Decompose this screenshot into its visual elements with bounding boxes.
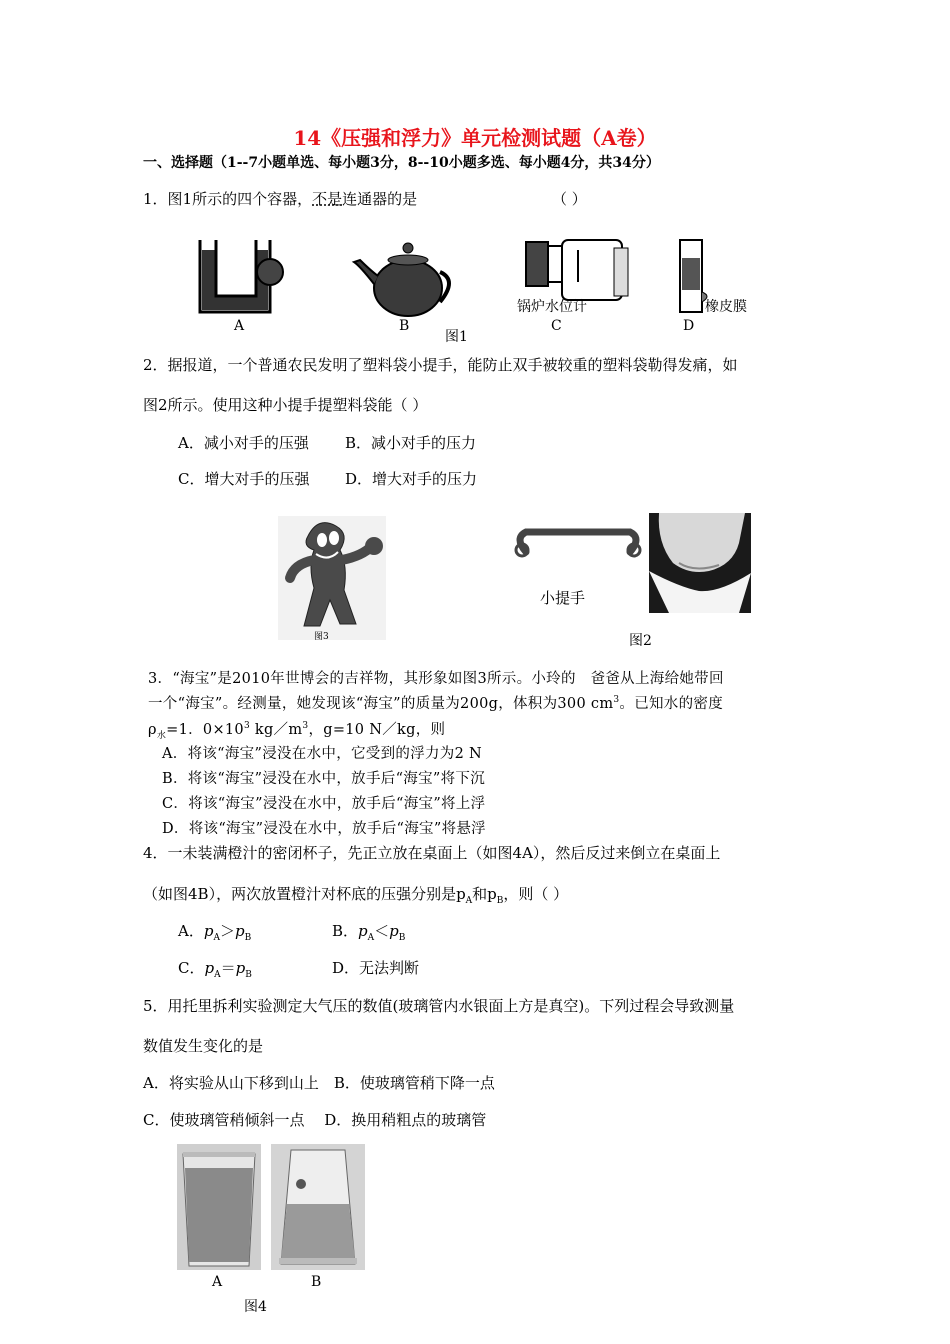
- q1-bracket: （ ）: [552, 190, 587, 208]
- q5-line1: 5．用托里拆利实验测定大气压的数值(玻璃管内水银面上方是真空)。下列过程会导致测量: [143, 997, 735, 1015]
- fig3-caption: 图3: [314, 632, 329, 642]
- q4-line2-c: ，则（ ）: [503, 885, 569, 903]
- q2-option-b: B．减小对手的压力: [345, 434, 477, 452]
- figure-4a-cup-upright: [177, 1144, 261, 1270]
- q4-a-rel: ＞: [219, 922, 235, 940]
- fig2-caption: 图2: [629, 633, 652, 649]
- fig1-label-c: C: [551, 318, 562, 334]
- q5-options-ab: A．将实验从山下移到山上 B．使玻璃管稍下降一点: [143, 1074, 495, 1092]
- q2-option-c: C．增大对手的压强: [178, 470, 310, 488]
- q3-option-d: D．将该“海宝”浸没在水中，放手后“海宝”将悬浮: [162, 821, 486, 837]
- q4-line2-a: （如图4B），两次放置橙汁对杯底的压强分别是p: [143, 885, 466, 903]
- q3-line2-end: 。已知水的密度: [619, 696, 724, 712]
- q4-a-sub2: B: [244, 933, 252, 943]
- q4-b-p1: p: [358, 922, 368, 940]
- q1-text-c: 连通器的是: [342, 190, 418, 208]
- q4-c-sub1: A: [214, 970, 221, 980]
- q4-option-d: D．无法判断: [332, 959, 420, 977]
- q3-line2: [148, 692, 723, 713]
- q2-line1: 2．据报道，一个普通农民发明了塑料袋小提手，能防止双手被较重的塑料袋勒得发痛，如: [143, 356, 738, 374]
- q4-b-sub2: B: [398, 933, 406, 943]
- q1-text-a: 1．图1所示的四个容器，: [143, 190, 313, 208]
- q3-option-b: B．将该“海宝”浸没在水中，放手后“海宝”将下沉: [162, 771, 486, 787]
- fig1-label-d: D: [683, 318, 695, 334]
- q3-rho-sub: 水: [156, 730, 167, 741]
- q4-a-sub1: A: [213, 933, 220, 943]
- q4-c-rel: ＝: [220, 959, 236, 977]
- q4-b-pre: B．: [332, 922, 359, 940]
- figure-2-handle: [510, 524, 646, 564]
- q4-a-p2: p: [234, 922, 245, 940]
- q4-b-p2: p: [389, 922, 399, 940]
- fig1-label-b: B: [399, 318, 410, 334]
- q5-options-cd: C．使玻璃管稍倾斜一点 D．换用稍粗点的玻璃管: [143, 1111, 487, 1129]
- q3-line3-b: kg／m: [249, 722, 303, 738]
- q4-sub-b: B: [496, 896, 504, 906]
- q2-line2: 图2所示。使用这种小提手提塑料袋能（ ）: [143, 396, 428, 414]
- figure-2-hand-photo: [649, 513, 751, 613]
- q3-line2-text: 一个“海宝”。经测量，她发现该“海宝”的质量为200g，体积为300 cm: [148, 696, 614, 712]
- q2-option-a: A．减小对手的压强: [178, 434, 309, 452]
- q5-line2: 数值发生变化的是: [143, 1037, 264, 1055]
- membrane-label: 橡皮膜: [705, 299, 747, 315]
- q4-b-rel: ＜: [374, 922, 390, 940]
- figure-3-haibao: [278, 516, 386, 640]
- q4-sub-a: A: [465, 896, 473, 906]
- q3-rho: ρ: [148, 722, 157, 738]
- q4-option-b: [332, 920, 405, 943]
- q4-a-pre: A．: [178, 922, 204, 940]
- q4-option-c: [178, 957, 252, 980]
- handle-label: 小提手: [540, 589, 586, 607]
- fig4-label-b: B: [311, 1274, 322, 1290]
- q4-line2: [143, 883, 568, 906]
- q3-line3-sup2: 3: [302, 721, 309, 732]
- q4-c-pre: C．: [178, 959, 205, 977]
- q3-line1: 3．“海宝”是2010年世博会的吉祥物，其形象如图3所示。小玲的 爸爸从上海给她带回: [148, 671, 724, 687]
- figure-1b-teapot: [350, 236, 460, 320]
- q4-c-sub2: B: [245, 970, 252, 980]
- fig4-label-a: A: [212, 1274, 223, 1290]
- q3-option-a: A．将该“海宝”浸没在水中，它受到的浮力为2 N: [162, 746, 483, 762]
- q3-option-c: C．将该“海宝”浸没在水中，放手后“海宝”将上浮: [162, 796, 486, 812]
- section-heading: 一、选择题（1--7小题单选、每小题3分，8--10小题多选、每小题4分，共34分）: [143, 155, 660, 171]
- fig4-caption: 图4: [244, 1299, 267, 1315]
- q2-option-d: D．增大对手的压力: [345, 470, 478, 488]
- question-1: [143, 188, 417, 209]
- fig1-caption: 图1: [445, 329, 468, 345]
- q3-line3-a: =1．0×10: [166, 722, 244, 738]
- boiler-label: 锅炉水位计: [517, 299, 587, 315]
- q4-c-p2: p: [235, 959, 246, 977]
- q3-sup: 3: [613, 695, 620, 706]
- page-title: 14《压强和浮力》单元检测试题（A卷）: [293, 126, 657, 150]
- q3-line3: [148, 718, 445, 741]
- q1-emphasis: 不是: [312, 190, 343, 208]
- q4-c-p1: p: [204, 959, 215, 977]
- figure-1a-u-tube: [190, 232, 290, 320]
- q4-option-a: [178, 920, 251, 943]
- q3-line3-sup: 3: [243, 721, 250, 732]
- figure-4b-cup-inverted: [271, 1144, 365, 1270]
- q3-line3-c: ，g=10 N／kg，则: [308, 722, 446, 738]
- q4-a-p1: p: [203, 922, 214, 940]
- q4-line2-b: 和p: [472, 885, 497, 903]
- q4-b-sub1: A: [367, 933, 375, 943]
- fig1-label-a: A: [234, 318, 245, 334]
- q4-line1: 4．一未装满橙汁的密闭杯子，先正立放在桌面上（如图4A），然后反过来倒立在桌面上: [143, 844, 721, 862]
